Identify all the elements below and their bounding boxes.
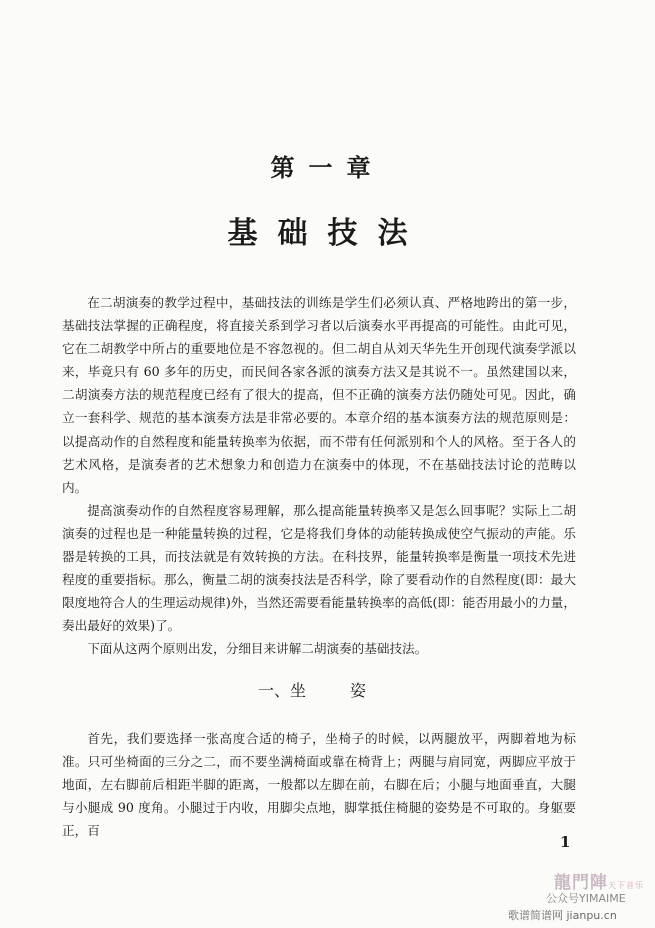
- watermark-logo-small: 天下音乐: [608, 881, 644, 890]
- intro-paragraph-1: 在二胡演奏的教学过程中，基础技法的训练是学生们必须认真、严格地跨出的第一步，基础技法掌握的正确程度，将直接关系到学习者以后演奏水平再提高的可能性。由此可见，它在二胡教学中所占的重要地位是不容忽视的。但二胡自从刘天华先生开创现代演奏学派以来，毕竟只有 60 多年的历史，而民间各家各派的演奏方法又是其说不一。虽然建国以来，二胡演奏方法的规范程度已经有了很大的提高，但不正确的演奏方法仍随处可见。因此，确立一套科学、规范的基本演奏方法是非常必要的。本章介绍的基本演奏方法的规范原则是：以提高动作的自然程度和能量转换率为依据，而不带有任何派别和个人的风格。至于各人的艺术风格，是演奏者的艺术想象力和创造力在演奏中的体现，不在基础技法讨论的范畴以内。: [62, 295, 576, 495]
- intro-paragraph-2: 提高演奏动作的自然程度容易理解，那么提高能量转换率又是怎么回事呢？实际上二胡演奏的过程也是一种能量转换的过程，它是将我们身体的动能转换成使空气振动的声能。乐器是转换的工具，而技法就是有效转换的方法。在科技界，能量转换率是衡量一项技术先进程度的重要指标。那么，衡量二胡的演奏技法是否科学，除了要看动作的自然程度(即：最大限度地符合人的生理运动规律)外，当然还需要看能量转换率的高低(即：能否用最小的力量，奏出最好的效果)了。: [62, 502, 576, 634]
- page-number: 1: [560, 833, 571, 851]
- intro-paragraph-3: 下面从这两个原则出发，分细目来讲解二胡演奏的基础技法。: [87, 641, 428, 657]
- watermark-line-2: 歌谱简谱网 jianpu.cn: [508, 909, 617, 922]
- watermark-logo-text: 龍門陣: [554, 873, 608, 893]
- section-text: [62, 727, 576, 842]
- chapter-heading: 第一章: [270, 154, 385, 182]
- chapter-title: 基础技法: [227, 216, 428, 251]
- watermark-line-1: 公众号YIMAIME: [546, 892, 626, 905]
- section-paragraph: 首先，我们要选择一张高度合适的椅子，坐椅子的时候，以两腿放平，两脚着地为标准。只可坐椅面的三分之二，而不要坐满椅面或靠在椅背上；两腿与肩同宽，两脚应平放于地面，左右脚前后相距半脚的距离，一般都以左脚在前，右脚在后；小腿与地面垂直，大腿与小腿成 90 度角。小腿过于内收，用脚尖点地，脚掌抵住椅腿的姿势是不可取的。身躯要正，百: [62, 731, 576, 839]
- section-heading-word: 姿: [350, 681, 367, 700]
- section-heading: [258, 678, 418, 701]
- section-heading-number: 一、坐: [258, 681, 307, 700]
- intro-text: [62, 291, 576, 661]
